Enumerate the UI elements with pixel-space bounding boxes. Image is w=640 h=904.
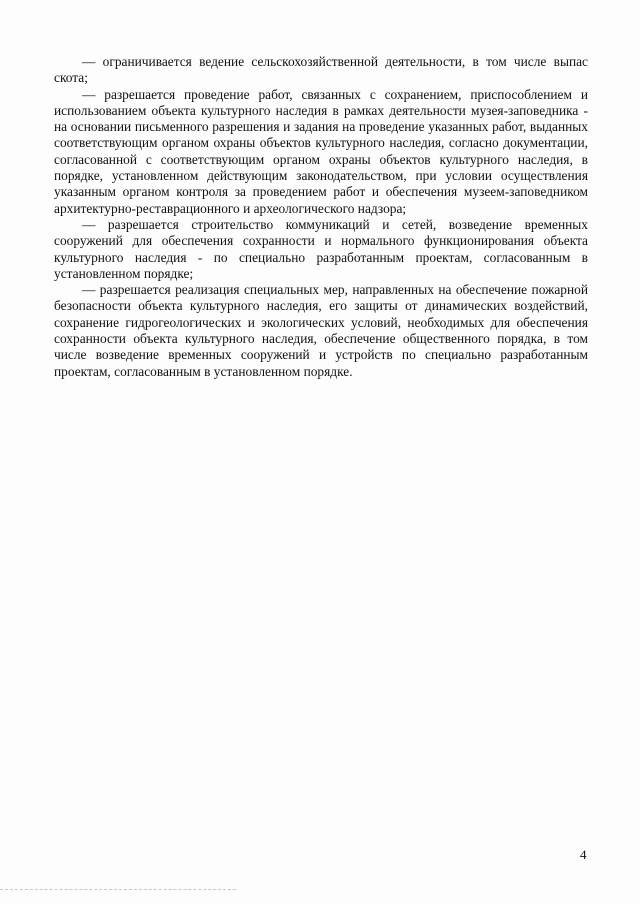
- paragraph-restriction-agriculture: — ограничивается ведение сельскохозяйственной деятельности, в том числе выпас скота;: [54, 54, 588, 86]
- page-number: 4: [580, 847, 587, 862]
- paragraph-permitted-works: — разрешается проведение работ, связанных с сохранением, приспособлением и использованием объекта культурного наследия в рамках деятельности музея-заповедника - на основании письменного разрешения и задания на проведение указанных работ, выданных соответствующим органом охраны объектов культурного наследия, согласно документации, согласованной с соответствующим органом охраны объектов культурного наследия, в порядке, установленном действующим законодательством, при условии осуществления указанным органом контроля за проведением работ и обеспечения музеем-заповедником архитектурно-реставрационного и археологического надзора;: [54, 86, 588, 216]
- document-body: [54, 54, 588, 380]
- footer-divider: [0, 889, 236, 890]
- paragraph-permitted-construction: — разрешается строительство коммуникаций и сетей, возведение временных сооружений для обеспечения сохранности и нормального функционирования объекта культурного наследия - по специально разработанным проектам, согласованным в установленном порядке;: [54, 216, 588, 281]
- paragraph-special-measures: — разрешается реализация специальных мер, направленных на обеспечение пожарной безопасности объекта культурного наследия, его защиты от динамических воздействий, сохранение гидрогеологических и экологических условий, необходимых для обеспечения сохранности объекта культурного наследия, обеспечение общественного порядка, в том числе возведение временных сооружений и устройств по специально разработанным проектам, согласованным в установленном порядке.: [54, 282, 588, 379]
